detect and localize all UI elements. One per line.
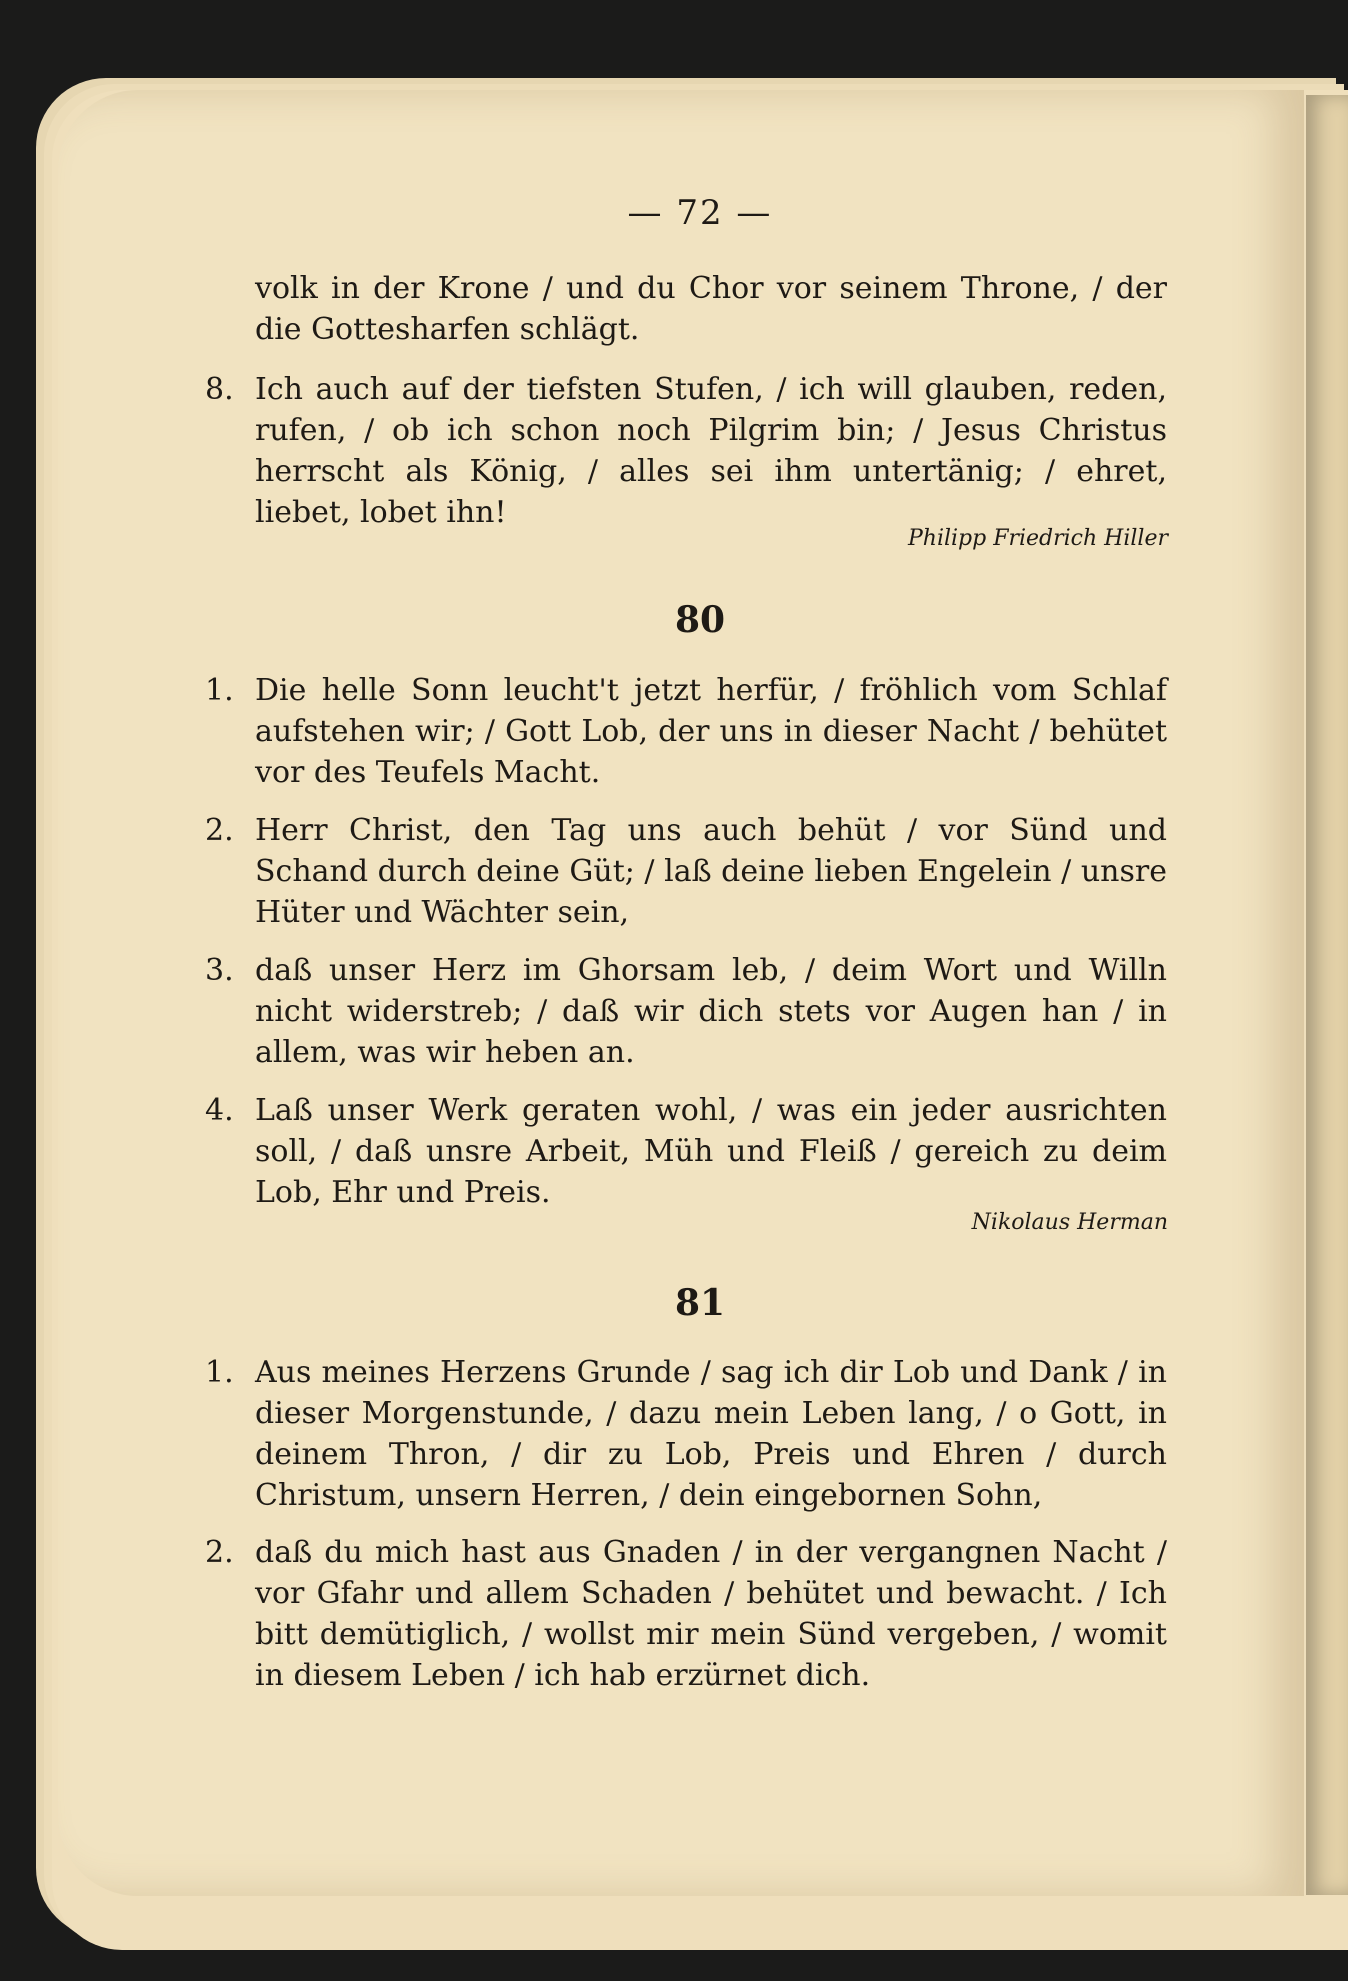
hymn-81-stanza-2 [205, 1532, 1167, 1696]
stanza-text: Laß unser Werk geraten wohl, / was ein jeder ausrichten soll, / daß unsre Arbeit, Müh und Fleiß / gereich zu deim Lob, Ehr und Preis. [255, 1093, 1167, 1210]
stanza-text: daß unser Herz im Ghorsam leb, / deim Wort und Willn nicht widerstreb; / daß wir dich stets vor Augen han / in allem, was wir heben an. [255, 953, 1167, 1070]
hymn-80-stanza-4 [205, 1090, 1167, 1213]
stanza-text: Ich auch auf der tiefsten Stufen, / ich will glauben, reden, rufen, / ob ich schon noch Pilgrim bin; / Jesus Christus herrscht als König, / alles sei ihm untertänig; / ehret, liebet, lobet ihn! [255, 372, 1167, 530]
hymn-80-author: Nikolaus Herman [971, 1210, 1168, 1235]
stanza-text: Herr Christ, den Tag uns auch behüt / vor Sünd und Schand durch deine Güt; / laß deine lieben Engelein / unsre Hüter und Wächter sein, [255, 813, 1167, 930]
stanza-number: 2. [205, 1535, 234, 1570]
stanza-text: Aus meines Herzens Grunde / sag ich dir Lob und Dank / in dieser Morgenstunde, / dazu mein Leben lang, / o Gott, in deinem Thron, / dir zu Lob, Preis und Ehren / durch Christum, unsern Herren, / dein eingebornen Sohn, [255, 1355, 1167, 1513]
hymn-79-author: Philipp Friedrich Hiller [907, 526, 1168, 551]
hymn-81-number: 81 [674, 1282, 726, 1324]
stanza-text: Die helle Sonn leucht't jetzt herfür, / fröhlich vom Schlaf aufstehen wir; / Gott Lob, der uns in dieser Nacht / behütet vor des Teufels Macht. [255, 673, 1167, 790]
hymn-80-stanza-1 [205, 670, 1167, 793]
stanza-number: 1. [205, 673, 234, 708]
stanza-number: 1. [205, 1355, 234, 1390]
stanza-number: 4. [205, 1093, 234, 1128]
hymn-80-number: 80 [674, 599, 726, 641]
stanza-text: volk in der Krone / und du Chor vor seinem Throne, / der die Gottesharfen schlägt. [255, 271, 1167, 347]
hymn-80-stanza-3 [205, 950, 1167, 1073]
stanza-number: 8. [205, 372, 234, 407]
hymn-79-continuation [255, 268, 1167, 350]
stanza-number: 3. [205, 953, 234, 988]
stanza-text: daß du mich hast aus Gnaden / in der vergangnen Nacht / vor Gfahr und allem Schaden / behütet und bewacht. / Ich bitt demütiglich, / wollst mir mein Sünd vergeben, / womit in diesem Leben / ich hab erzürnet dich. [255, 1535, 1167, 1693]
hymn-80-stanza-2 [205, 810, 1167, 933]
stanza-number: 2. [205, 813, 234, 848]
hymn-81-stanza-1 [205, 1352, 1167, 1516]
page-number: — 72 — [627, 193, 773, 233]
hymn-79-stanza-8 [205, 369, 1167, 533]
